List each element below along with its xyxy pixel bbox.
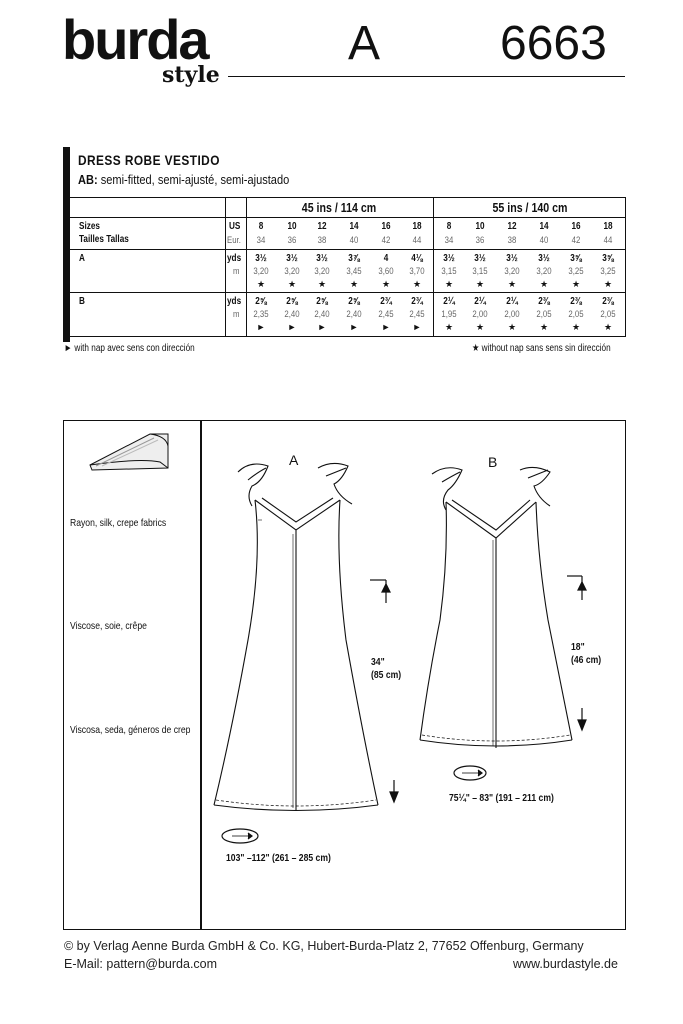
row-b-symbol: ► xyxy=(349,322,359,332)
row-b-m-cell: 2,45 xyxy=(409,309,425,320)
m-label: m xyxy=(233,309,240,320)
row-b-symbol: ► xyxy=(256,322,266,332)
row-b-m-cell: 2,45 xyxy=(378,309,394,320)
row-b-label: B xyxy=(79,296,85,307)
row-b-m-cell: 2,05 xyxy=(600,309,616,320)
row-b-m-cell: 2,35 xyxy=(253,309,269,320)
pattern-letter: A xyxy=(348,17,381,70)
length-a xyxy=(371,656,401,682)
size-us-cell: 10 xyxy=(475,221,485,232)
row-b-m-cell: 2,40 xyxy=(314,309,330,320)
row-a-symbol: ★ xyxy=(256,279,266,289)
us-label: US xyxy=(229,221,241,232)
row-b-yds-cell: 2⅝ xyxy=(316,296,328,307)
row-a-yds-cell: 4 xyxy=(383,253,389,264)
fabric-roll-icon xyxy=(90,434,168,470)
size-eur-cell: 36 xyxy=(287,235,297,246)
length-a-in: 34" xyxy=(371,656,385,668)
row-a-yds-cell: 3⅞ xyxy=(348,253,360,264)
width-55-header: 55 ins / 140 cm xyxy=(492,201,568,215)
row-a-symbol: ★ xyxy=(444,279,454,289)
row-b-m-cell: 2,00 xyxy=(472,309,488,320)
row-b-symbol: ★ xyxy=(475,322,485,332)
hem-width-b: 75¼" – 83" (191 – 211 cm) xyxy=(449,792,554,804)
row-a-symbol: ★ xyxy=(571,279,581,289)
hem-icon-a xyxy=(222,829,258,843)
row-a-m-cell: 3,20 xyxy=(284,266,300,277)
subtitle-text: semi-fitted, semi-ajusté, semi-ajustado xyxy=(97,172,290,187)
row-b-yds-cell: 2¼ xyxy=(474,296,486,307)
row-b-symbol: ★ xyxy=(507,322,517,332)
row-b-symbol: ► xyxy=(287,322,297,332)
length-arrow-a xyxy=(370,580,398,802)
brand-name: burda xyxy=(62,8,208,71)
row-a-m-cell: 3,20 xyxy=(504,266,520,277)
dress-a-drawing xyxy=(214,463,378,810)
row-a-m-cell: 3,60 xyxy=(378,266,394,277)
subtitle-prefix: AB: xyxy=(78,172,98,187)
row-b-m-cell: 1,95 xyxy=(441,309,457,320)
yds-label: yds xyxy=(227,296,242,307)
sizes-label: Sizes xyxy=(79,221,100,232)
row-b-m-cell: 2,05 xyxy=(568,309,584,320)
yds-label: yds xyxy=(227,253,242,264)
row-a-m-cell: 3,45 xyxy=(346,266,362,277)
row-a-m-cell: 3,70 xyxy=(409,266,425,277)
row-a-symbol: ★ xyxy=(475,279,485,289)
dress-b-drawing xyxy=(420,467,572,748)
size-us-cell: 12 xyxy=(317,221,327,232)
brand-sub: style xyxy=(162,62,220,88)
row-a-yds-cell: 3½ xyxy=(538,253,550,264)
email-text: E-Mail: pattern@burda.com xyxy=(64,957,218,971)
row-a-symbol: ★ xyxy=(349,279,359,289)
row-b-yds-cell: 2¾ xyxy=(380,296,392,307)
size-us-cell: 14 xyxy=(539,221,549,232)
size-us-cell: 14 xyxy=(349,221,359,232)
row-b-m-cell: 2,40 xyxy=(346,309,362,320)
row-a-m-cell: 3,20 xyxy=(253,266,269,277)
row-a-symbol: ★ xyxy=(317,279,327,289)
row-a-yds-cell: 4⅛ xyxy=(411,253,423,264)
row-b-yds-cell: 2⅝ xyxy=(348,296,360,307)
length-a-cm: (85 cm) xyxy=(371,669,402,682)
row-a-yds-cell: 3½ xyxy=(255,253,267,264)
size-us-cell: 18 xyxy=(603,221,613,232)
size-eur-cell: 40 xyxy=(349,235,359,246)
size-eur-cell: 38 xyxy=(317,235,327,246)
row-b-symbol: ★ xyxy=(539,322,549,332)
length-b-cm: (46 cm) xyxy=(571,654,602,667)
size-us-cell: 12 xyxy=(507,221,517,232)
row-b-yds-cell: 2⅜ xyxy=(602,296,614,307)
row-b-symbol: ★ xyxy=(571,322,581,332)
fabric-text-es: Viscosa, seda, géneros de crep xyxy=(70,724,191,736)
fabric-text-en: Rayon, silk, crepe fabrics xyxy=(70,517,167,529)
size-eur-cell: 42 xyxy=(381,235,391,246)
size-eur-cell: 38 xyxy=(507,235,517,246)
sizes-label-2: Tailles Tallas xyxy=(79,234,129,245)
legend-with-nap: ► with nap avec sens con dirección xyxy=(64,343,195,354)
row-a-yds-cell: 3½ xyxy=(474,253,486,264)
row-a-m-cell: 3,25 xyxy=(568,266,584,277)
width-45-header: 45 ins / 114 cm xyxy=(301,201,377,215)
size-us-cell: 8 xyxy=(258,221,264,232)
size-eur-cell: 44 xyxy=(412,235,422,246)
size-eur-cell: 36 xyxy=(475,235,485,246)
row-a-m-cell: 3,25 xyxy=(600,266,616,277)
size-us-cell: 16 xyxy=(571,221,581,232)
row-b-yds-cell: 2¾ xyxy=(411,296,423,307)
row-a-symbol: ★ xyxy=(539,279,549,289)
row-a-yds-cell: 3½ xyxy=(443,253,455,264)
size-us-cell: 18 xyxy=(412,221,422,232)
row-a-yds-cell: 3⅝ xyxy=(570,253,582,264)
length-b-in: 18" xyxy=(571,641,585,653)
row-a-m-cell: 3,15 xyxy=(472,266,488,277)
copyright-text: © by Verlag Aenne Burda GmbH & Co. KG, Hubert-Burda-Platz 2, 77652 Offenburg, Germany xyxy=(64,939,584,953)
size-us-cell: 10 xyxy=(287,221,297,232)
row-b-m-cell: 2,00 xyxy=(504,309,520,320)
eur-label: Eur. xyxy=(227,235,241,246)
hem-width-a: 103" –112" (261 – 285 cm) xyxy=(226,852,331,864)
row-b-yds-cell: 2⅝ xyxy=(286,296,298,307)
row-b-symbol: ► xyxy=(317,322,327,332)
size-eur-cell: 34 xyxy=(256,235,266,246)
hem-icon-b xyxy=(454,766,486,780)
website-link[interactable]: www.burdastyle.de xyxy=(513,957,618,971)
row-b-yds-cell: 2⅜ xyxy=(538,296,550,307)
view-label-a: A xyxy=(289,452,299,468)
row-b-symbol: ★ xyxy=(603,322,613,332)
row-b-symbol: ★ xyxy=(444,322,454,332)
row-a-yds-cell: 3⅝ xyxy=(602,253,614,264)
view-label-b: B xyxy=(488,454,498,470)
row-b-symbol: ► xyxy=(381,322,391,332)
row-a-m-cell: 3,20 xyxy=(536,266,552,277)
row-a-m-cell: 3,15 xyxy=(441,266,457,277)
row-b-yds-cell: 2¼ xyxy=(443,296,455,307)
row-b-yds-cell: 2¼ xyxy=(506,296,518,307)
garment-title: DRESS ROBE VESTIDO xyxy=(78,152,220,168)
row-a-symbol: ★ xyxy=(381,279,391,289)
size-eur-cell: 34 xyxy=(444,235,454,246)
row-a-label: A xyxy=(79,253,85,264)
size-eur-cell: 40 xyxy=(539,235,549,246)
row-a-symbol: ★ xyxy=(287,279,297,289)
row-a-symbol: ★ xyxy=(507,279,517,289)
legend-without-nap: ★ without nap sans sens sin dirección xyxy=(472,343,611,354)
m-label: m xyxy=(233,266,240,277)
size-eur-cell: 44 xyxy=(603,235,613,246)
pattern-number: 6663 xyxy=(500,17,607,70)
size-eur-cell: 42 xyxy=(571,235,581,246)
row-b-m-cell: 2,40 xyxy=(284,309,300,320)
size-us-cell: 16 xyxy=(381,221,391,232)
row-b-yds-cell: 2⅜ xyxy=(570,296,582,307)
row-a-symbol: ★ xyxy=(412,279,422,289)
row-a-yds-cell: 3½ xyxy=(286,253,298,264)
row-a-yds-cell: 3½ xyxy=(506,253,518,264)
size-us-cell: 8 xyxy=(446,221,452,232)
row-b-yds-cell: 2⅝ xyxy=(255,296,267,307)
row-a-symbol: ★ xyxy=(603,279,613,289)
row-b-m-cell: 2,05 xyxy=(536,309,552,320)
row-b-symbol: ► xyxy=(412,322,422,332)
length-b xyxy=(571,641,601,667)
fabric-text-fr: Viscose, soie, crêpe xyxy=(70,620,147,632)
row-a-m-cell: 3,20 xyxy=(314,266,330,277)
row-a-yds-cell: 3½ xyxy=(316,253,328,264)
